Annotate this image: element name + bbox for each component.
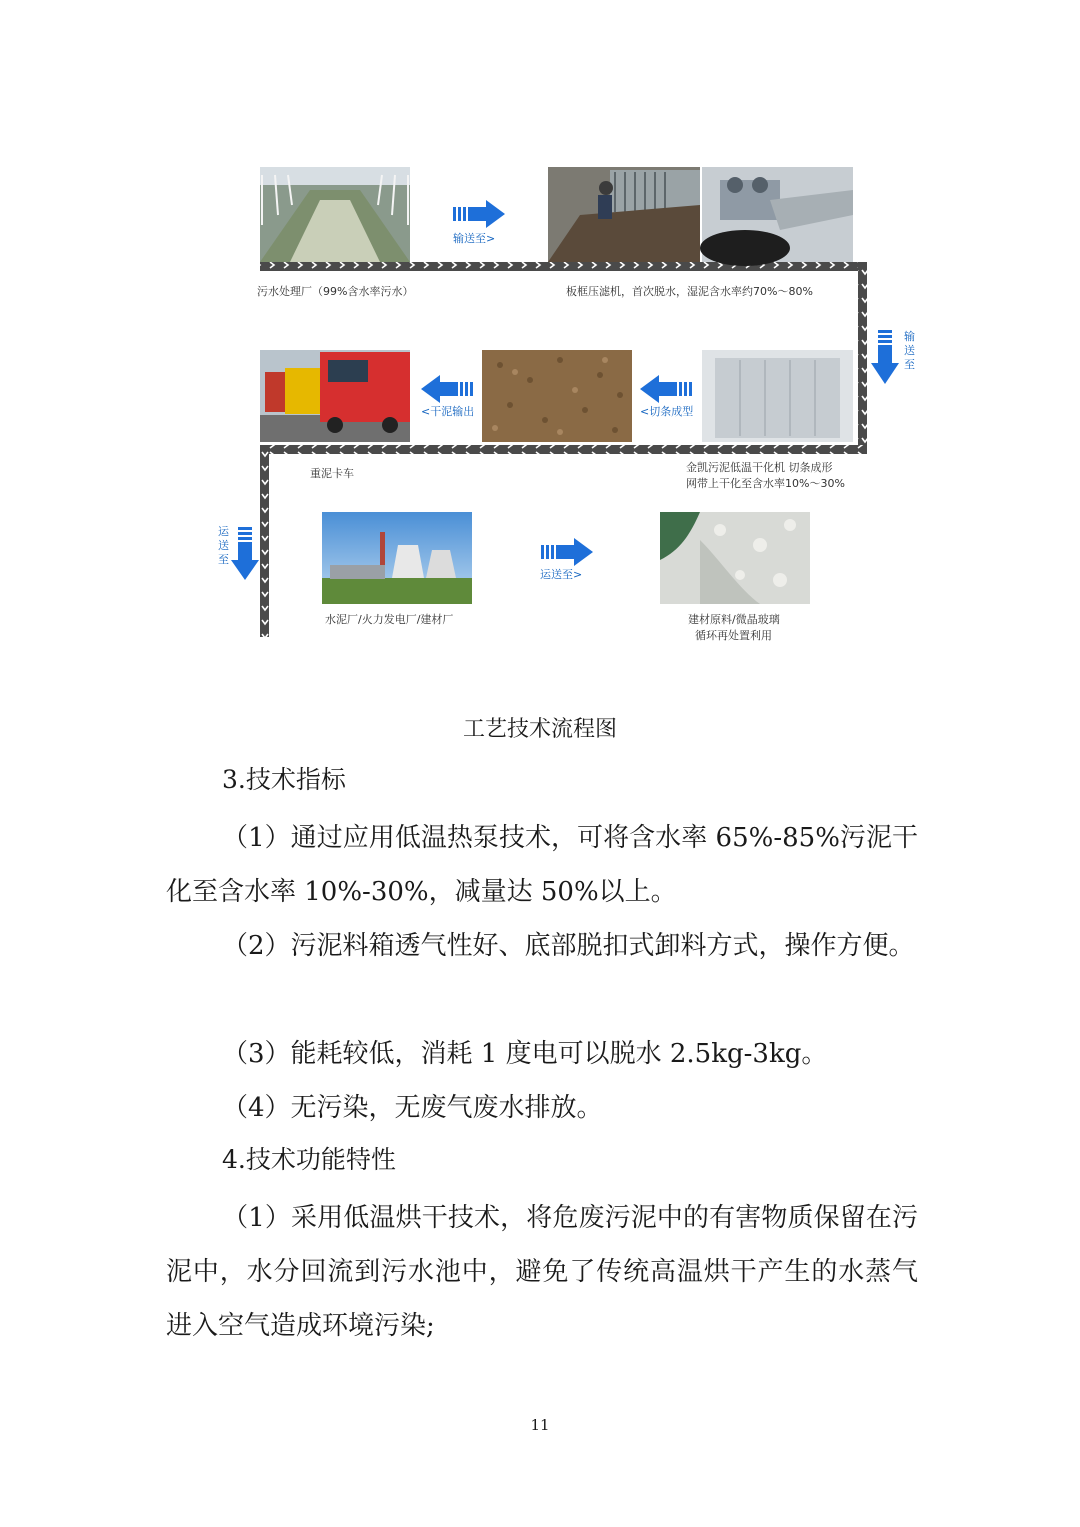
caption-dryer: 金凯污泥低温干化机 切条成形: [686, 461, 833, 474]
power-plant-photo: [322, 512, 472, 604]
conveyor-track: [262, 445, 867, 454]
arrow-down-icon: [871, 330, 899, 384]
arrow-left-icon: [421, 375, 473, 403]
caption-sewage-plant: 污水处理厂（99%含水率污水）: [257, 285, 414, 298]
paragraph: （1）通过应用低温热泵技术，可将含水率 65%-85%污泥干化至含水率 10%-30%，减量达 50%以上。: [166, 823, 918, 907]
section-heading: 3.技术指标: [222, 765, 346, 794]
caption-cement-plant: 水泥厂/火力发电厂/建材厂: [325, 613, 454, 626]
conveyor-track: [858, 262, 867, 452]
arrow-down-icon: [231, 527, 259, 580]
building-materials-photo: [660, 512, 810, 604]
paragraph: （2）污泥料箱透气性好、底部脱扣式卸料方式，操作方便。: [222, 931, 915, 961]
dried-sludge-photo: [482, 350, 632, 442]
arrow-right-icon: [453, 200, 505, 228]
section-heading: 4.技术功能特性: [222, 1145, 396, 1174]
sludge-dryer-photo: [702, 350, 853, 442]
conveyor-track: [260, 445, 269, 637]
paragraph: （1）采用低温烘干技术，将危废污泥中的有害物质保留在污泥中，水分回流到污水池中，避免了传统高温烘干产生的水蒸气进入空气造成环境污染;: [166, 1203, 918, 1341]
caption-dryer: 网带上干化至含水率10%～30%: [686, 477, 845, 490]
page-number: 11: [530, 1416, 550, 1434]
arrow-label: 运送至>: [540, 568, 583, 581]
arrow-label: 输送至>: [453, 232, 496, 245]
arrow-right-icon: [541, 538, 593, 566]
caption-reuse: 建材原料/微晶玻璃: [688, 613, 780, 626]
arrow-left-icon: [640, 375, 692, 403]
figure-caption: 工艺技术流程图: [462, 717, 617, 742]
filter-press-photo: [548, 167, 700, 262]
paragraph: （4）无污染，无废气废水排放。: [222, 1093, 603, 1123]
caption-filter-press: 板框压滤机，首次脱水，湿泥含水率约70%～80%: [566, 285, 813, 298]
caption-reuse: 循环再处置利用: [695, 629, 772, 642]
arrow-label: <干泥输出: [421, 405, 475, 418]
conveyor-track: [260, 262, 865, 271]
paragraph: （3）能耗较低，消耗 1 度电可以脱水 2.5kg-3kg。: [222, 1039, 828, 1069]
arrow-label: 输送至: [904, 330, 915, 371]
screw-press-photo: [700, 167, 853, 266]
caption-truck: 重泥卡车: [310, 467, 354, 480]
arrow-label: 运送至: [218, 525, 229, 566]
dump-trucks-photo: [260, 350, 410, 442]
arrow-label: <切条成型: [640, 405, 694, 418]
sewage-plant-photo: [260, 167, 410, 262]
